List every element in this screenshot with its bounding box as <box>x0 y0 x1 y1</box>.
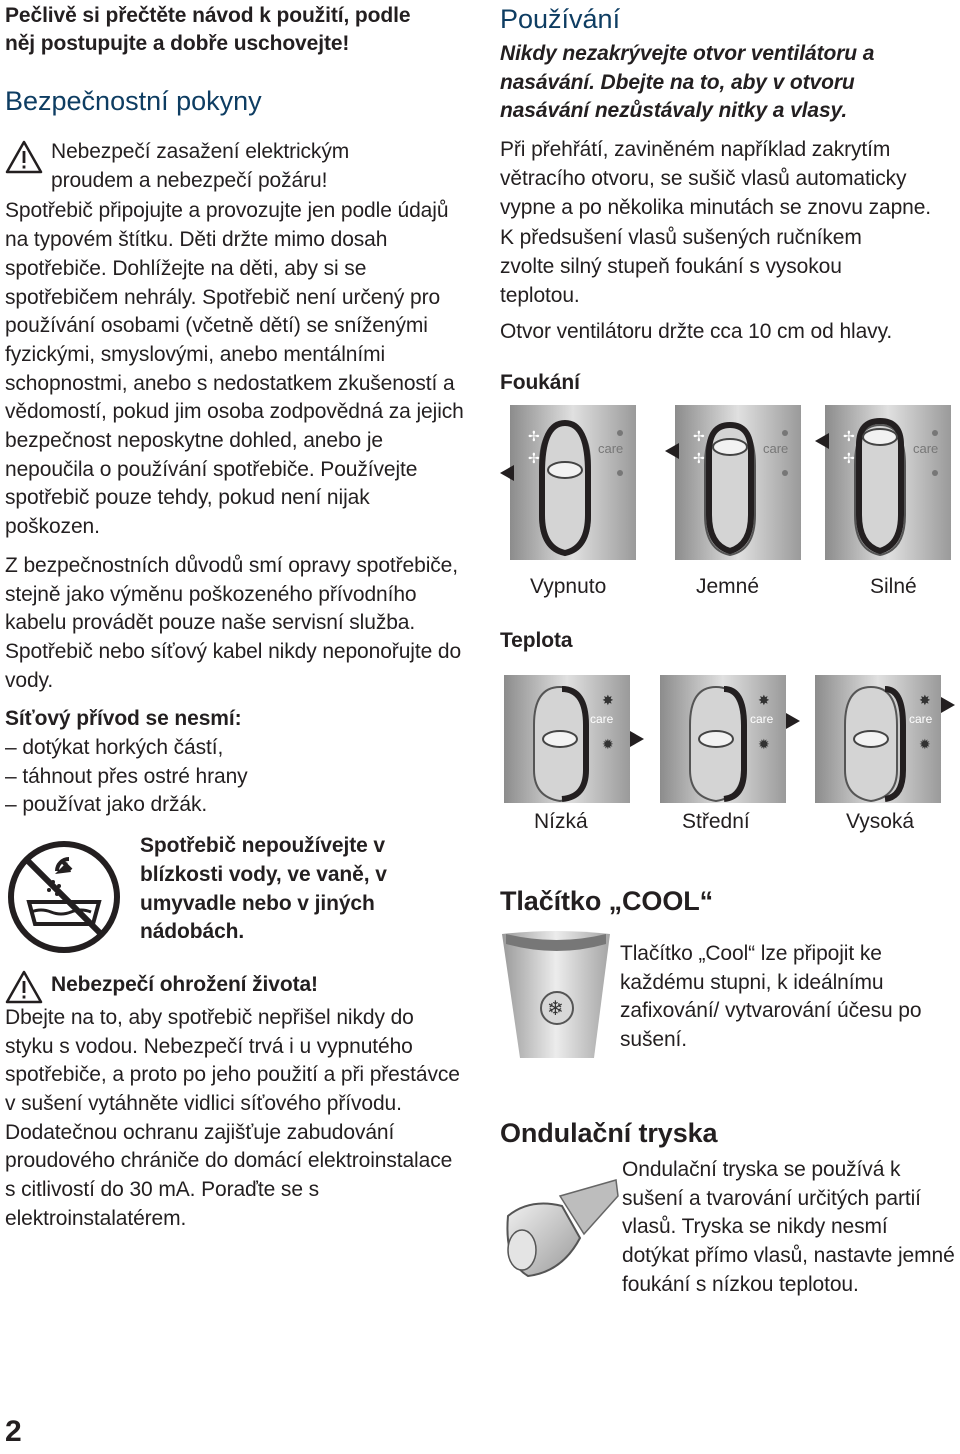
svg-text:✹: ✹ <box>758 737 770 754</box>
warning-triangle-icon <box>5 140 43 174</box>
cord-list <box>5 734 475 820</box>
warning-triangle-icon <box>5 970 43 1004</box>
svg-text:✸: ✸ <box>919 693 931 710</box>
list-item: – dotýkat horkých částí, <box>5 734 475 763</box>
svg-text:✢: ✢ <box>693 429 705 446</box>
usage-title: Používání <box>500 4 621 34</box>
cord-title: Síťový přívod se nesmí: <box>5 707 242 731</box>
usage-paragraph-2: K předsušení vlasů sušených ručníkem zvolte silný stupeň foukání s vysokou teplotou. <box>500 226 862 307</box>
temp-label-high: Vysoká <box>846 810 915 834</box>
svg-text:care: care <box>590 712 614 727</box>
svg-text:✹: ✹ <box>919 737 931 754</box>
switch-off-illustration <box>500 405 640 560</box>
intro-text: Pečlivě si přečtěte návod k použití, podle něj postupujte a dobře uschovejte! <box>5 4 411 55</box>
blow-label-strong: Silné <box>870 575 917 599</box>
temp-medium-illustration <box>660 675 800 803</box>
temp-label-medium: Střední <box>682 810 750 834</box>
right-column <box>500 2 955 1326</box>
page-number: 2 <box>5 1415 22 1448</box>
blow-label-gentle: Jemné <box>696 575 760 599</box>
svg-text:care: care <box>750 712 774 727</box>
blow-label-off: Vypnuto <box>530 575 607 599</box>
safety-paragraph-2: Z bezpečnostních důvodů smí opravy spotřebiče, stejně jako výměnu poškozeného přívodního kabelu provádět pouze naše servisní služba. Spotřebič nebo síťový kabel nikdy neponořujte do vody. <box>5 553 462 692</box>
life-warning-text: Nebezpečí ohrožení života! <box>51 973 318 997</box>
svg-text:✢: ✢ <box>843 451 855 468</box>
left-column <box>5 2 475 1234</box>
blow-switch-row <box>500 405 955 575</box>
safety-title: Bezpečnostní pokyny <box>5 86 262 116</box>
temp-title: Teplota <box>500 629 573 653</box>
usage-paragraph-3: Otvor ventilátoru držte cca 10 cm od hlavy. <box>500 320 893 344</box>
svg-text:✢: ✢ <box>693 451 705 468</box>
switch-strong-illustration <box>815 405 955 560</box>
temp-labels <box>500 810 955 840</box>
blow-labels <box>500 575 955 605</box>
switch-gentle-illustration <box>665 405 805 560</box>
temp-high-illustration <box>815 675 955 803</box>
temp-low-illustration <box>504 675 644 803</box>
svg-text:✢: ✢ <box>528 429 540 446</box>
usage-paragraph-1: Při přehřátí, zaviněném například zakrytím větracího otvoru, se sušič vlasů automaticky vypne a po několika minutách se znovu zapne. <box>500 138 932 219</box>
nozzle-illustration <box>500 1176 620 1286</box>
svg-text:✹: ✹ <box>602 737 614 754</box>
svg-text:✢: ✢ <box>843 429 855 446</box>
water-warning-block <box>5 832 475 960</box>
temp-label-low: Nízká <box>534 810 588 834</box>
no-bath-icon <box>5 838 123 956</box>
safety-paragraph-1: Spotřebič připojujte a provozujte jen podle údajů na typovém štítku. Děti držte mimo dosah spotřebiče. Dohlížejte na děti, aby si se spotřebičem nehrály. Spotřebič není určený pro používání osobami (včetně dětí) se sníženými fyzickými, smyslovými, anebo mentálními schopnostmi, anebo s nedostatkem zkušeností a vědomostí, pokud jim osoba zodpovědná za jejich bezpečnost neposkytne dohled, anebo je nepoučila o používání spotřebiče. Používejte spotřebič pouze tehdy, pokud není nijak poškozen. <box>5 199 464 539</box>
list-item: – používat jako držák. <box>5 791 475 820</box>
cool-text: Tlačítko „Cool“ lze připojit ke každému stupni, k ideálnímu zafixování/ vytvarování účesu po sušení. <box>620 942 922 1052</box>
svg-text:✸: ✸ <box>758 693 770 710</box>
usage-warning: Nikdy nezakrývejte otvor ventilátoru a nasávání. Dbejte na to, aby v otvoru nasávání nezůstávaly nitky a vlasy. <box>500 42 875 123</box>
water-warning-text: Spotřebič nepoužívejte v blízkosti vody, ve vaně, v umyvadle nebo v jiných nádobách. <box>140 834 387 944</box>
nozzle-feature <box>500 1156 955 1326</box>
safety-paragraph-3: Dbejte na to, aby spotřebič nepřišel nikdy do styku s vodou. Nebezpečí trvá i u vypnutého spotřebiče, a proto po jeho použití a při přestávce v sušení vytáhněte vidlici síťového přívodu. Dodatečnou ochranu zajišťuje zabudování proudového chrániče do domácí elektroinstalace s citlivostí do 30 mA. Poraďte se s elektroinstalatérem. <box>5 1005 460 1230</box>
list-item: – táhnout přes ostré hrany <box>5 763 475 792</box>
electric-warning <box>5 138 475 195</box>
life-warning <box>5 968 475 1000</box>
electric-warning-text: Nebezpečí zasažení elektrickým proudem a nebezpečí požáru! <box>51 140 350 192</box>
svg-text:✢: ✢ <box>528 451 540 468</box>
cool-title: Tlačítko „COOL“ <box>500 886 714 917</box>
svg-text:care: care <box>763 441 789 457</box>
svg-text:care: care <box>913 441 939 457</box>
svg-text:care: care <box>909 712 933 727</box>
blow-title: Foukání <box>500 371 580 395</box>
svg-text:care: care <box>598 441 624 457</box>
svg-text:✸: ✸ <box>602 693 614 710</box>
cool-feature <box>500 930 955 1080</box>
nozzle-text: Ondulační tryska se používá k sušení a tvarování určitých partií vlasů. Tryska se nikdy nesmí dotýkat přímo vlasů, nastavte jemné foukání s nízkou teplotou. <box>622 1158 955 1296</box>
temp-switch-row <box>500 675 955 810</box>
cool-button-illustration <box>502 930 612 1058</box>
nozzle-title: Ondulační tryska <box>500 1118 718 1149</box>
svg-text:❄: ❄ <box>547 996 564 1021</box>
